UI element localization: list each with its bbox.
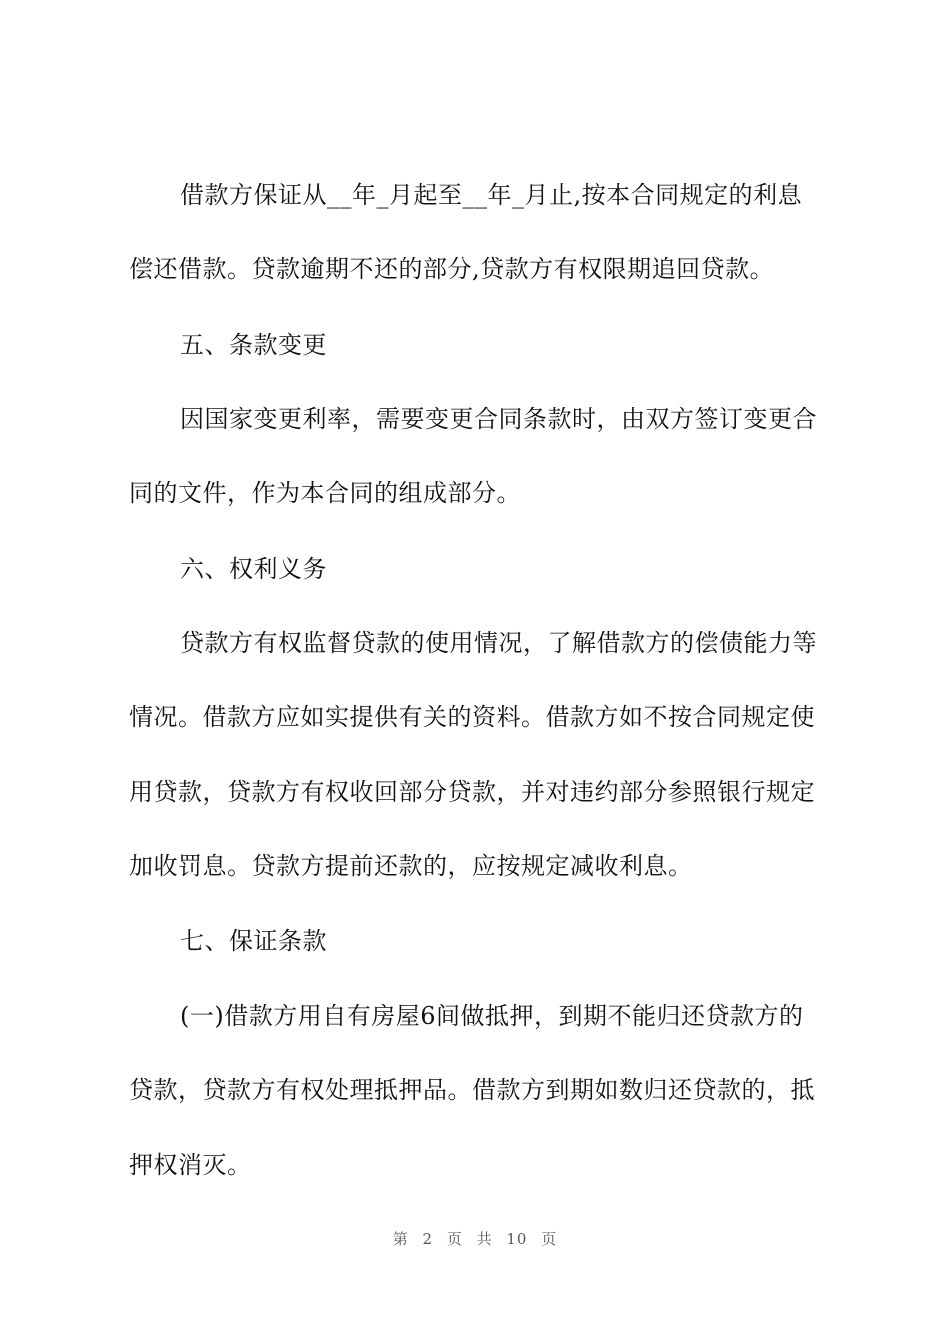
- paragraph-line: (一)借款方用自有房屋6间做抵押，到期不能归还贷款方的: [180, 1002, 804, 1030]
- paragraph-line: 因国家变更利率，需要变更合同条款时，由双方签订变更合: [180, 405, 817, 433]
- paragraph-line: 贷款方有权监督贷款的使用情况，了解借款方的偿债能力等: [180, 629, 817, 657]
- section-heading: 五、条款变更: [180, 331, 327, 359]
- paragraph-line: 贷款，贷款方有权处理抵押品。借款方到期如数归还贷款的，抵: [129, 1076, 815, 1104]
- paragraph-line: 同的文件，作为本合同的组成部分。: [129, 479, 521, 507]
- paragraph-line: 偿还借款。贷款逾期不还的部分,贷款方有权限期追回贷款。: [129, 255, 775, 283]
- section-heading: 六、权利义务: [180, 555, 327, 583]
- section-heading: 七、保证条款: [180, 927, 327, 955]
- paragraph-line: 押权消灭。: [129, 1151, 252, 1179]
- paragraph-line: 借款方保证从__年_月起至__年_月止,按本合同规定的利息: [180, 181, 803, 209]
- paragraph-line: 加收罚息。贷款方提前还款的，应按规定减收利息。: [129, 852, 693, 880]
- page-number-footer: 第 2 页 共 10 页: [392, 1230, 558, 1248]
- paragraph-line: 情况。借款方应如实提供有关的资料。借款方如不按合同规定使: [129, 703, 815, 731]
- paragraph-line: 用贷款，贷款方有权收回部分贷款，并对违约部分参照银行规定: [129, 778, 815, 806]
